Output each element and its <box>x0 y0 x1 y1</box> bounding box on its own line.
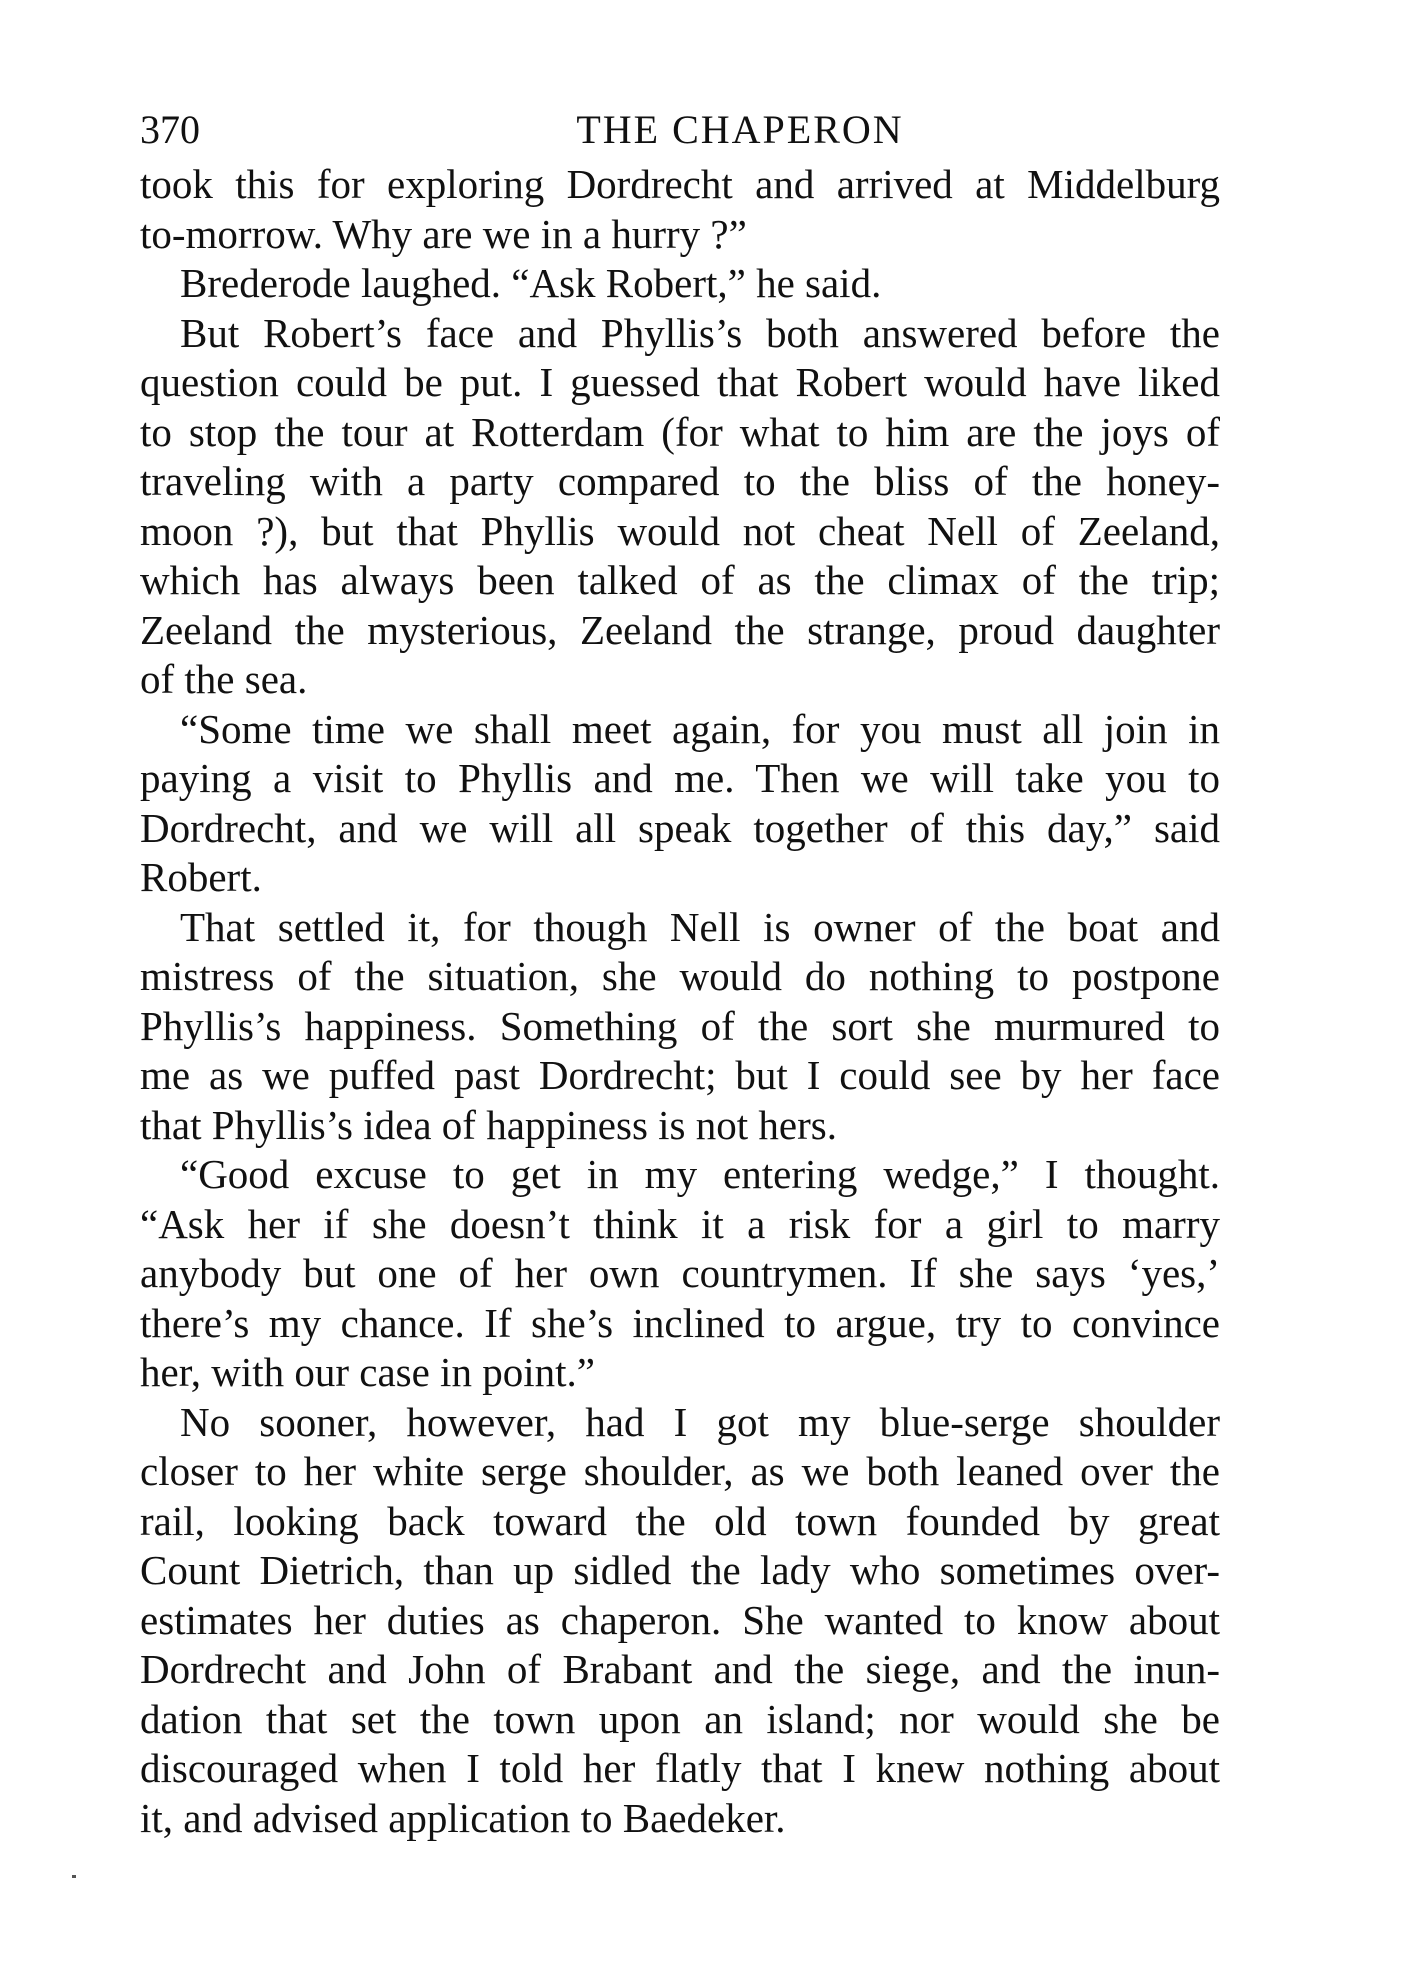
page-number: 370 <box>140 107 200 152</box>
text-line: closer to her white serge shoulder, as we both leaned over the <box>140 1448 1220 1494</box>
body-text <box>140 160 1220 1843</box>
text-line: paying a visit to Phyllis and me. Then we will take you to <box>140 755 1220 801</box>
print-speck <box>72 1875 76 1878</box>
text-line: to stop the tour at Rotterdam (for what to him are the joys of <box>140 408 1220 455</box>
text-line: estimates her duties as chaperon. She wanted to know about <box>140 1596 1220 1643</box>
text-line: Zeeland the mysterious, Zeeland the strange, proud daughter <box>140 606 1220 653</box>
text-line: discouraged when I told her flatly that I knew nothing about <box>140 1745 1220 1791</box>
text-line: mistress of the situation, she would do nothing to postpone <box>140 953 1220 999</box>
text-line: it, and advised application to Baedeker. <box>140 1794 786 1841</box>
text-line: Count Dietrich, than up sidled the lady who sometimes over- <box>140 1547 1220 1593</box>
text-line: which has always been talked of as the climax of the trip; <box>140 557 1220 603</box>
running-head <box>140 106 1220 154</box>
text-line: “Good excuse to get in my entering wedge,” I thought. <box>180 1151 1220 1197</box>
text-line: Robert. <box>140 854 262 900</box>
text-line: of the sea. <box>140 656 308 702</box>
text-line: question could be put. I guessed that Robert would have liked <box>140 359 1220 405</box>
text-line: traveling with a party compared to the bliss of the honey- <box>140 458 1220 504</box>
text-line: that Phyllis’s idea of happiness is not hers. <box>140 1101 837 1148</box>
text-line: took this for exploring Dordrecht and arrived at Middelburg <box>140 161 1220 207</box>
text-line: Dordrecht and John of Brabant and the siege, and the inun- <box>140 1646 1220 1692</box>
text-line: “Some time we shall meet again, for you must all join in <box>180 705 1220 752</box>
text-line: her, with our case in point.” <box>140 1349 595 1395</box>
text-line: Brederode laughed. “Ask Robert,” he said. <box>180 260 882 306</box>
text-line: moon ?), but that Phyllis would not cheat Nell of Zeeland, <box>140 507 1220 554</box>
text-line: No sooner, however, had I got my blue-serge shoulder <box>180 1398 1220 1445</box>
text-line: Phyllis’s happiness. Something of the sort she murmured to <box>140 1002 1220 1049</box>
running-title: THE CHAPERON <box>576 107 904 152</box>
text-line: Dordrecht, and we will all speak together of this day,” said <box>140 804 1220 851</box>
text-line: me as we puffed past Dordrecht; but I could see by her face <box>140 1052 1220 1098</box>
text-line: “Ask her if she doesn’t think it a risk for a girl to marry <box>140 1200 1220 1247</box>
text-line: there’s my chance. If she’s inclined to argue, try to convince <box>140 1299 1220 1346</box>
text-line: That settled it, for though Nell is owner of the boat and <box>180 903 1220 950</box>
text-line: anybody but one of her own countrymen. If she says ‘yes,’ <box>140 1250 1220 1296</box>
text-line: dation that set the town upon an island; nor would she be <box>140 1695 1220 1742</box>
text-line: rail, looking back toward the old town founded by great <box>140 1497 1220 1544</box>
text-line: But Robert’s face and Phyllis’s both answered before the <box>180 309 1220 356</box>
text-line: to-morrow. Why are we in a hurry ?” <box>140 210 747 257</box>
